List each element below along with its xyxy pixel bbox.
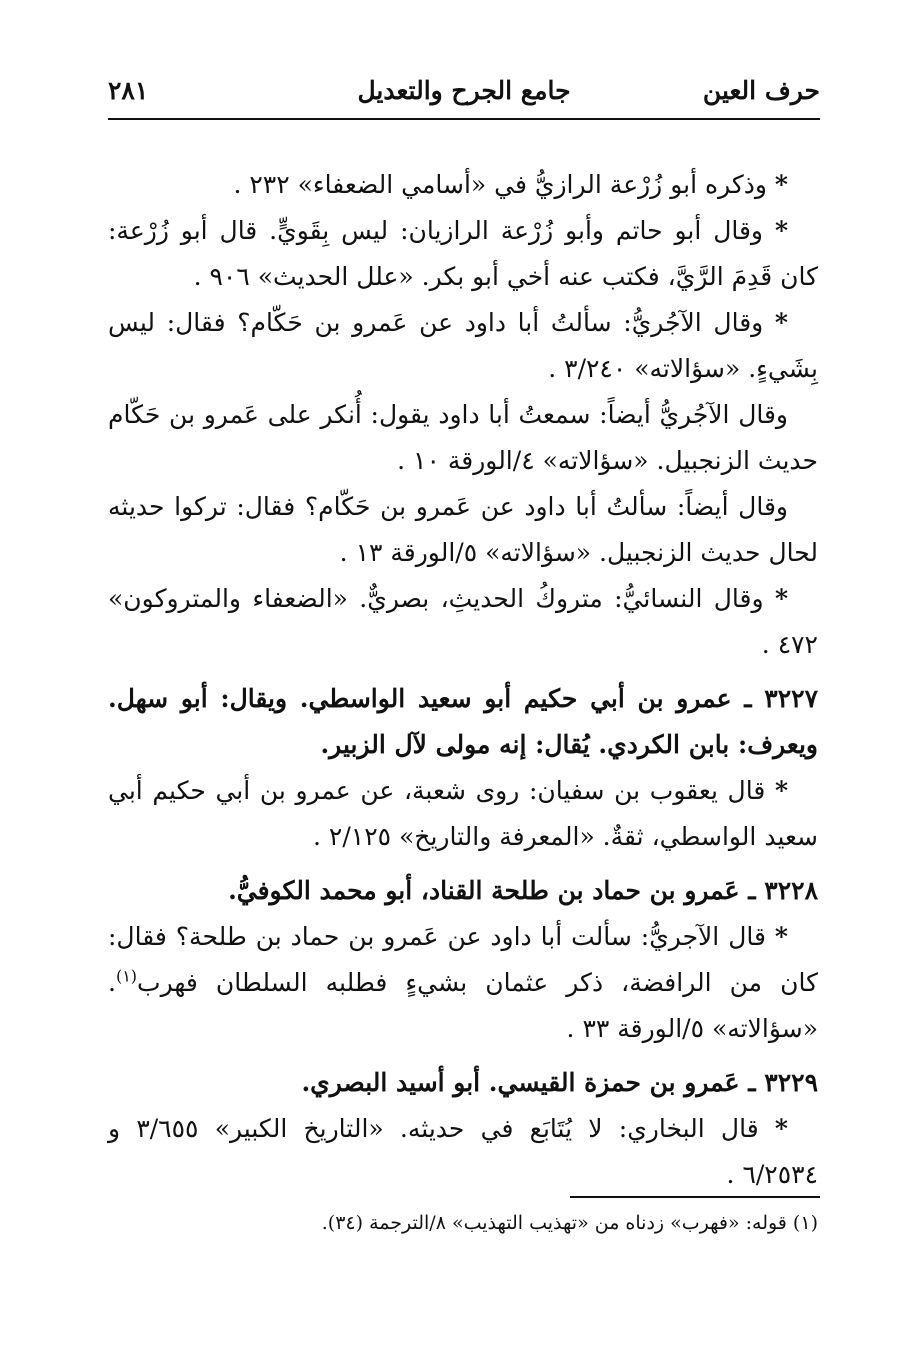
paragraph-text: وقال أبو حاتم وأبو زُرْعة الرازيان: ليس بِقَويٍّ. قال أبو زُرْعة: كان قَدِمَ الرَّيَّ، فكتب عنه أخي أبو بكر. «علل الحديث» ٩٠٦ . <box>108 216 818 291</box>
paragraph-text: قال يعقوب بن سفيان: روى شعبة، عن عمرو بن أبي حكيم أبي سعيد الواسطي، ثقةٌ. «المعرفة والتاريخ» ٢/١٢٥ . <box>108 776 818 851</box>
paragraph-text: وقال الآجُريُّ أيضاً: سمعتُ أبا داود يقول: أُنكر على عَمرو بن حَكّام حديث الزنجبيل. «سؤالاته» ٤/الورقة ١٠ . <box>108 400 818 475</box>
page-number: ٢٨١ <box>108 76 149 105</box>
header-divider <box>108 118 820 120</box>
paragraph-text: وقال النسائيُّ: متروكُ الحديثِ، بصريٌّ. «الضعفاء والمتروكون» ٤٧٢ . <box>108 584 818 659</box>
paragraph-text: وذكره أبو زُرْعة الرازيُّ في «أسامي الضعفاء» ٢٣٢ . <box>233 170 767 199</box>
chapter-title: حرف العين <box>702 76 820 105</box>
entry-3227: ٣٢٢٧ ـ عمرو بن أبي حكيم أبو سعيد الواسطي. ويقال: أبو سهل. ويعرف: بابن الكردي. يُقال: إنه مولى لآل الزبير. <box>108 684 818 759</box>
footnote-1: (١) قوله: «فهرب» زدناه من «تهذيب التهذيب» ٨/الترجمة (٣٤). <box>321 1212 818 1234</box>
entry-3228: ٣٢٢٨ ـ عَمرو بن حماد بن طلحة القناد، أبو محمد الكوفيُّ. <box>228 876 818 905</box>
footnote-reference[interactable]: (١) <box>115 966 138 986</box>
star-marker: * <box>774 584 789 613</box>
star-marker: * <box>774 922 788 951</box>
paragraph-3 <box>108 300 818 392</box>
main-text <box>108 162 818 1198</box>
paragraph-4 <box>108 392 818 484</box>
page-header <box>108 72 820 110</box>
star-marker: * <box>774 170 788 199</box>
paragraph-8 <box>108 914 818 1052</box>
paragraph-7 <box>108 768 818 860</box>
paragraph-9 <box>108 1106 818 1198</box>
paragraph-text: قال البخاري: لا يُتَابَع في حديثه. «التاريخ الكبير» ٣/٦٥٥ و ٦/٢٥٣٤ . <box>108 1114 818 1189</box>
paragraph-text: وقال أيضاً: سألتُ أبا داود عن عَمرو بن حَكّام؟ فقال: تركوا حديثه لحال حديث الزنجبيل. «سؤالاته» ٥/الورقة ١٣ . <box>108 492 818 567</box>
paragraph-1 <box>108 162 818 208</box>
star-marker: * <box>774 216 789 245</box>
paragraph-text-continued: . «سؤالاته» ٥/الورقة ٣٣ . <box>108 968 818 1043</box>
star-marker: * <box>774 1114 788 1143</box>
book-title: جامع الجرح والتعديل <box>357 76 571 105</box>
footnote-divider <box>570 1196 820 1198</box>
paragraph-5 <box>108 484 818 576</box>
entry-3229: ٣٢٢٩ ـ عَمرو بن حمزة القيسي. أبو أسيد البصري. <box>301 1068 818 1097</box>
paragraph-6 <box>108 576 818 668</box>
star-marker: * <box>774 308 788 337</box>
paragraph-2 <box>108 208 818 300</box>
star-marker: * <box>774 776 789 805</box>
paragraph-text: قال الآجريُّ: سألت أبا داود عن عَمرو بن حماد بن طلحة؟ فقال: كان من الرافضة، ذكر عثمان بشيءٍ فطلبه السلطان فهرب <box>108 922 818 997</box>
paragraph-text: وقال الآجُريُّ: سألتُ أبا داود عن عَمرو بن حَكّام؟ فقال: ليس بِشَيءٍ. «سؤالاته» ٣/٢٤٠ . <box>108 308 818 383</box>
